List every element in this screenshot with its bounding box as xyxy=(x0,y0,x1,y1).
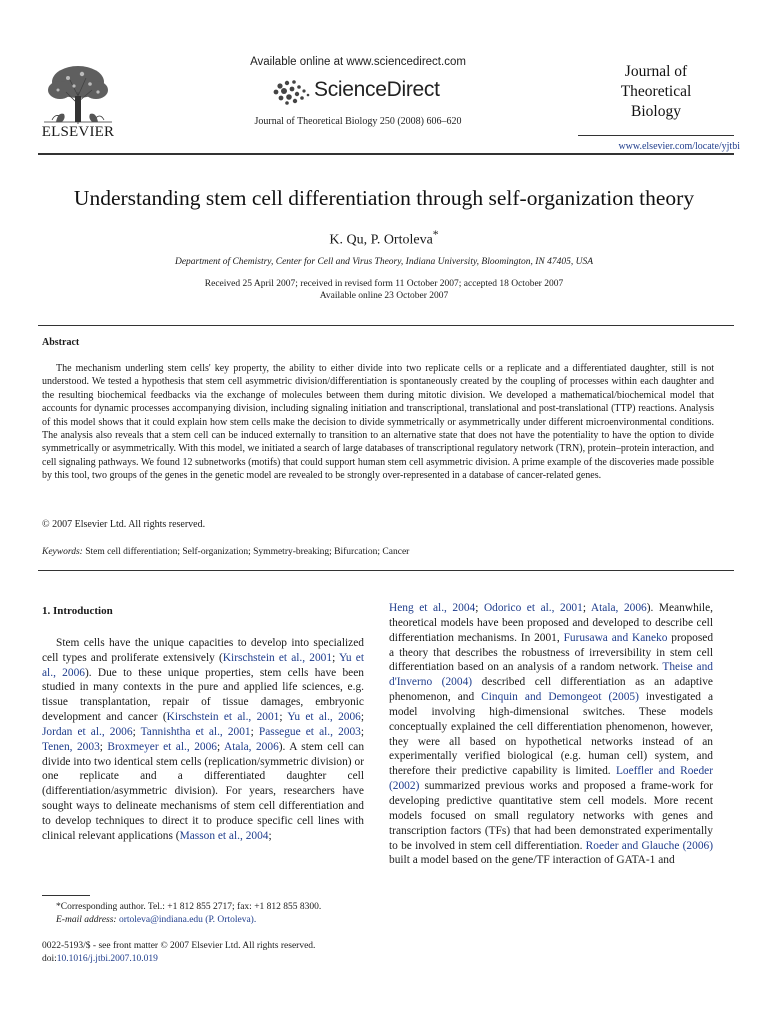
paragraph-text: ; xyxy=(250,725,259,738)
paragraph-text: ; xyxy=(332,651,339,664)
header-divider xyxy=(38,153,734,155)
paragraph-text: built a model based on the gene/TF interaction of GATA-1 and xyxy=(389,854,675,867)
citation-link[interactable]: Tannishtha et al., 2001 xyxy=(140,725,251,738)
citation-link[interactable]: Theise and d'Inverno (2004) xyxy=(389,661,713,689)
corresponding-author-mark[interactable]: * xyxy=(432,228,439,241)
journal-divider xyxy=(578,135,734,136)
citation-link[interactable]: Loeffler and Roeder (2002) xyxy=(389,765,713,793)
citation-link[interactable]: Kirschstein et al., 2001 xyxy=(166,711,280,724)
paragraph-text: ). Meanwhile, theoretical models have been proposed and developed to describe cell differentiation mechanisms. In 2001, xyxy=(389,602,714,644)
paragraph-text: ; xyxy=(216,740,224,753)
received-dates: Received 25 April 2007; received in revised form 11 October 2007; accepted 18 October 2007 xyxy=(204,279,564,289)
paper-title: Understanding stem cell differentiation through self-organization theory xyxy=(73,186,695,210)
journal-title-box xyxy=(578,62,734,122)
abstract-copyright: © 2007 Elsevier Ltd. All rights reserved. xyxy=(42,519,206,530)
paragraph-text: ; xyxy=(99,740,108,753)
paragraph-text: described cell differentiation as an adaptive phenomenon, and xyxy=(389,676,713,704)
intro-paragraph-left xyxy=(42,636,364,844)
journal-title-line: Theoretical xyxy=(620,83,692,100)
paragraph-text: ; xyxy=(475,602,484,614)
journal-url-link[interactable]: www.elsevier.com/locate/yjtbi xyxy=(618,141,740,152)
intro-paragraph-right xyxy=(389,601,713,868)
citation-link[interactable]: Yu et al., 2006 xyxy=(287,711,361,724)
email-label: E-mail address: xyxy=(56,914,117,925)
author-names: K. Qu, P. Ortoleva xyxy=(329,232,433,248)
elsevier-logo xyxy=(38,62,118,142)
paragraph-text: ; xyxy=(132,725,141,738)
sciencedirect-logo xyxy=(232,74,484,108)
sciencedirect-wordmark: ScienceDirect xyxy=(314,78,440,101)
citation-link[interactable]: Masson et al., 2004 xyxy=(179,829,269,842)
citation-link[interactable]: Atala, 2006 xyxy=(224,740,279,753)
doi-line xyxy=(42,953,372,966)
doi-link[interactable]: 10.1016/j.jtbi.2007.10.019 xyxy=(56,954,158,964)
citation-link[interactable]: Yu et al., 2006 xyxy=(42,651,364,679)
citation-link[interactable]: Cinquin and Demongeot (2005) xyxy=(481,691,639,704)
corresponding-author-note: *Corresponding author. Tel.: +1 812 855 2717; fax: +1 812 855 8300. xyxy=(56,902,322,912)
abstract-top-divider xyxy=(38,325,734,326)
journal-title-line: Journal of xyxy=(624,63,688,80)
issn-line: 0022-5193/$ - see front matter © 2007 Elsevier Ltd. All rights reserved. xyxy=(42,941,316,951)
available-online-date: Available online 23 October 2007 xyxy=(319,291,449,301)
email-line xyxy=(42,914,364,927)
issn-block xyxy=(42,940,372,966)
paragraph-text: ; xyxy=(360,725,365,738)
paragraph-text: proposed a theory that describes the robustness of irreversibility in stem cell differentiation based on an analysis of a random network. xyxy=(389,631,714,674)
doi-prefix: doi: xyxy=(42,954,57,964)
citation-link[interactable]: Heng et al., 2004 xyxy=(389,602,476,614)
article-dates xyxy=(20,278,748,302)
paragraph-text: summarized previous works and proposed a frame-work for developing predictive quantitative stem cell models. More recent models focused on small regulatory networks with genes and transcription factors (TFs) that had been demonstrated experimentally to be involved in stem cell differentiation. xyxy=(389,780,713,852)
paragraph-text: ; xyxy=(582,602,591,614)
sciencedirect-header xyxy=(232,56,484,127)
affiliation: Department of Chemistry, Center for Cell and Virus Theory, Indiana University, Bloomington, IN 47405, USA xyxy=(174,257,594,267)
paragraph-text: ; xyxy=(360,711,365,724)
elsevier-tree-icon xyxy=(38,62,118,126)
paragraph-text: investigated a model involving high-dimensional switches. These models conceptually explained the cell differentiation phenomenon, however, they were all based on hypothetical networks instead of an experimentally verified biological (e.g. human cell) system, and therefore their predictive capability is limited. xyxy=(389,691,714,778)
journal-title-line: Biology xyxy=(631,103,681,120)
paragraph-text: ; xyxy=(279,711,288,724)
journal-citation: Journal of Theoretical Biology 250 (2008) 606–620 xyxy=(254,116,462,127)
citation-link[interactable]: Atala, 2006 xyxy=(590,602,647,614)
paragraph-text: Stem cells have the unique capacities to develop into specialized cell types and proliferate extensively ( xyxy=(42,636,364,664)
citation-link[interactable]: Furusawa and Kaneko xyxy=(563,631,668,644)
keywords-label: Keywords: xyxy=(42,547,83,557)
citation-link[interactable]: Kirschstein et al., 2001 xyxy=(222,651,333,664)
citation-link[interactable]: Roeder and Glauche (2006) xyxy=(585,839,714,852)
citation-link[interactable]: Broxmeyer et al., 2006 xyxy=(107,740,217,753)
paragraph-text: ; xyxy=(268,829,272,842)
paragraph-text: ). A stem cell can divide into two identical stem cells (replication/symmetric division) or one replicate and a differentiated daughter cell (differentiation/asymmetric division). For years, researchers have sought ways to delineate mechanisms of stem cell differentiation and to develop techniques to direct it to produce specific cell lines with clinical relevant applications ( xyxy=(42,740,365,842)
keywords-list: Stem cell differentiation; Self-organization; Symmetry-breaking; Bifurcation; Cancer xyxy=(85,547,410,557)
available-online-text[interactable]: Available online at www.sciencedirect.com xyxy=(250,56,466,68)
sciencedirect-dots-icon xyxy=(272,78,312,106)
right-column xyxy=(389,601,713,868)
paragraph-text: ). Due to these unique properties, stem cells have been studied in many contexts in the pure and applied life sciences, e.g. tissue transplantation, repair of tissue damages, embryonic development and cancer ( xyxy=(42,666,364,724)
citation-link[interactable]: Tenen, 2003 xyxy=(42,740,100,753)
section-heading-introduction: 1. Introduction xyxy=(42,605,113,617)
author-email-link[interactable]: ortoleva@indiana.edu (P. Ortoleva). xyxy=(118,914,257,925)
citation-link[interactable]: Passegue et al., 2003 xyxy=(258,725,361,738)
footnote xyxy=(42,901,364,926)
keywords xyxy=(42,547,409,557)
citation-link[interactable]: Odorico et al., 2001 xyxy=(483,602,583,614)
abstract-text: The mechanism underling stem cells' key property, the ability to either divide into two replicate cells or a replicate and a differentiated daughter, still is not understood. We tested a hypothesis that stem cell asymmetric division/differentiation is spontaneously created by the coupling of processes within each daughter and the resulting biochemical feedbacks via the exchange of molecules between them during mitotic division. We developed a mathematical/biochemical model that accounts for dynamic processes accompanying division, including signaling initiation and transcriptional, translational and post-translational (TTP) reactions. Analysis of this model shows that it could explain how stem cells make the decision to divide symmetrically or asymmetrically under different microenvironmental conditions. The analysis also reveals that a stem cell can be induced externally to transition to an alternative state that does not have the potentiality to have the option to divide symmetrically or asymmetrically. With this model, we initiated a search of large databases of transcriptional regulatory network (TRN), protein–protein interaction, and cell signaling pathways. We found 12 subnetworks (motifs) that could support human stem cell asymmetric division. A prime example of the discoveries made possible by this tool, two groups of the genes in the genetic model are revealed to be strongly over-represented in a database of cancer-related genes. xyxy=(42,363,714,482)
publisher-name: ELSEVIER xyxy=(41,124,115,140)
footnote-divider xyxy=(42,895,90,896)
abstract-bottom-divider xyxy=(38,570,734,571)
authors xyxy=(20,228,748,249)
abstract-heading: Abstract xyxy=(42,337,80,348)
citation-link[interactable]: Jordan et al., 2006 xyxy=(42,725,133,738)
left-column xyxy=(42,604,364,844)
